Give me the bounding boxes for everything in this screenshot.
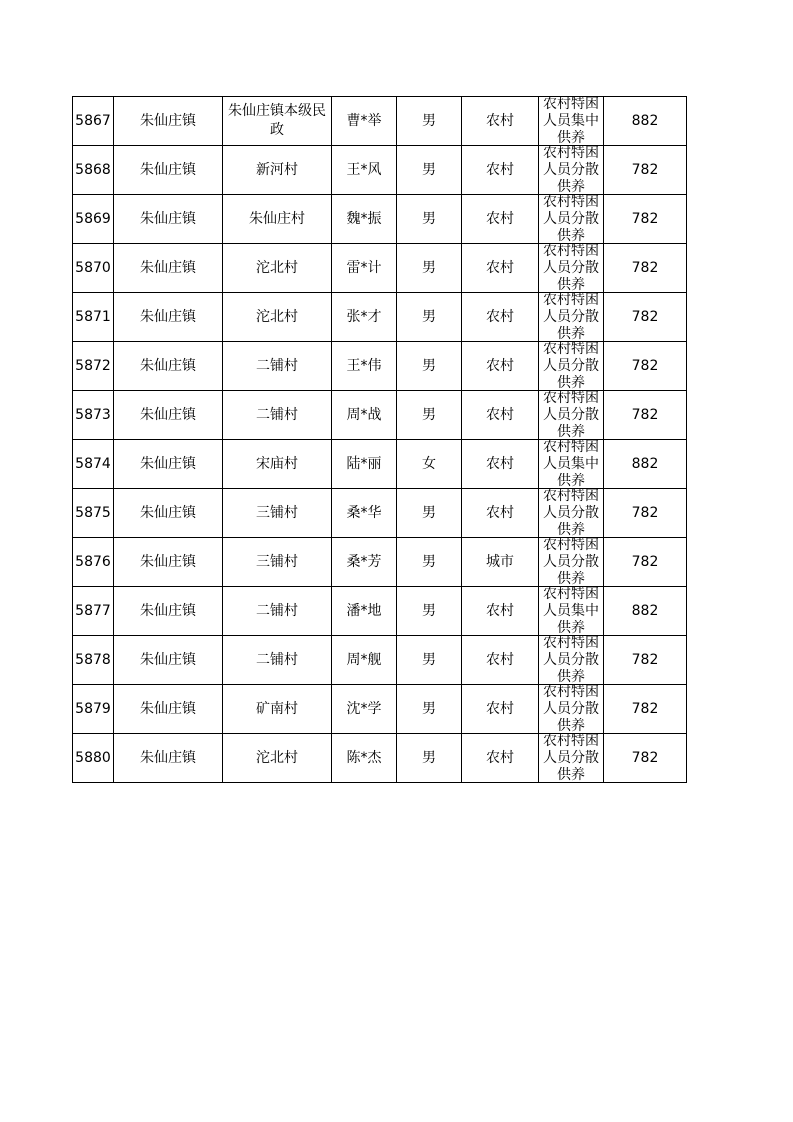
household-type-cell: 农村: [462, 342, 539, 391]
category-cell: [539, 391, 604, 440]
amount-cell: 882: [604, 587, 687, 636]
town-cell: 朱仙庄镇: [114, 489, 223, 538]
name-cell: 陆*丽: [332, 440, 397, 489]
category-cell: [539, 244, 604, 293]
household-type-cell: 农村: [462, 244, 539, 293]
unit-cell: [223, 97, 332, 146]
town-cell: 朱仙庄镇: [114, 538, 223, 587]
unit-text: 朱仙庄镇本级民政: [228, 103, 326, 138]
category-cell: [539, 146, 604, 195]
amount-cell: 782: [604, 195, 687, 244]
serial-number-cell: 5868: [73, 146, 114, 195]
table-row: [73, 489, 687, 538]
household-type-cell: 农村: [462, 195, 539, 244]
name-cell: 周*战: [332, 391, 397, 440]
category-text: 农村特困人员分散供养: [543, 195, 599, 243]
unit-cell: [223, 636, 332, 685]
records-table: [72, 96, 687, 783]
amount-cell: 882: [604, 97, 687, 146]
serial-number-cell: 5878: [73, 636, 114, 685]
town-cell: 朱仙庄镇: [114, 195, 223, 244]
town-cell: 朱仙庄镇: [114, 293, 223, 342]
unit-cell: [223, 391, 332, 440]
gender-cell: 男: [397, 636, 462, 685]
serial-number-cell: 5871: [73, 293, 114, 342]
gender-cell: 男: [397, 293, 462, 342]
category-cell: [539, 97, 604, 146]
gender-cell: 男: [397, 195, 462, 244]
gender-cell: 男: [397, 391, 462, 440]
town-cell: 朱仙庄镇: [114, 146, 223, 195]
name-cell: 魏*振: [332, 195, 397, 244]
unit-text: 新河村: [256, 161, 298, 178]
name-cell: 曹*举: [332, 97, 397, 146]
category-text: 农村特困人员分散供养: [543, 244, 599, 292]
category-text: 农村特困人员分散供养: [543, 538, 599, 586]
name-cell: 王*风: [332, 146, 397, 195]
serial-number-cell: 5874: [73, 440, 114, 489]
name-cell: 桑*华: [332, 489, 397, 538]
household-type-cell: 农村: [462, 391, 539, 440]
town-cell: 朱仙庄镇: [114, 97, 223, 146]
table-row: [73, 195, 687, 244]
serial-number-cell: 5869: [73, 195, 114, 244]
table-row: [73, 685, 687, 734]
unit-text: 三铺村: [256, 553, 298, 570]
amount-cell: 782: [604, 685, 687, 734]
gender-cell: 男: [397, 342, 462, 391]
name-cell: 周*舰: [332, 636, 397, 685]
amount-cell: 782: [604, 636, 687, 685]
serial-number-cell: 5872: [73, 342, 114, 391]
table-row: [73, 146, 687, 195]
unit-cell: [223, 342, 332, 391]
household-type-cell: 农村: [462, 146, 539, 195]
category-cell: [539, 342, 604, 391]
category-text: 农村特困人员分散供养: [543, 734, 599, 782]
household-type-cell: 农村: [462, 587, 539, 636]
amount-cell: 782: [604, 342, 687, 391]
amount-cell: 782: [604, 538, 687, 587]
gender-cell: 男: [397, 146, 462, 195]
household-type-cell: 农村: [462, 489, 539, 538]
town-cell: 朱仙庄镇: [114, 342, 223, 391]
unit-text: 沱北村: [256, 308, 298, 325]
category-text: 农村特困人员集中供养: [543, 587, 599, 635]
unit-cell: [223, 244, 332, 293]
gender-cell: 男: [397, 97, 462, 146]
table-row: [73, 293, 687, 342]
category-text: 农村特困人员分散供养: [543, 146, 599, 194]
amount-cell: 882: [604, 440, 687, 489]
serial-number-cell: 5875: [73, 489, 114, 538]
name-cell: 王*伟: [332, 342, 397, 391]
table-row: [73, 734, 687, 783]
table-row: [73, 538, 687, 587]
unit-cell: [223, 734, 332, 783]
unit-cell: [223, 587, 332, 636]
serial-number-cell: 5880: [73, 734, 114, 783]
unit-text: 矿南村: [256, 700, 298, 717]
name-cell: 潘*地: [332, 587, 397, 636]
gender-cell: 男: [397, 685, 462, 734]
unit-cell: [223, 293, 332, 342]
category-cell: [539, 685, 604, 734]
table-row: [73, 244, 687, 293]
town-cell: 朱仙庄镇: [114, 734, 223, 783]
table-row: [73, 342, 687, 391]
name-cell: 沈*学: [332, 685, 397, 734]
amount-cell: 782: [604, 293, 687, 342]
gender-cell: 女: [397, 440, 462, 489]
household-type-cell: 农村: [462, 440, 539, 489]
unit-text: 宋庙村: [256, 455, 298, 472]
household-type-cell: 城市: [462, 538, 539, 587]
name-cell: 张*才: [332, 293, 397, 342]
serial-number-cell: 5879: [73, 685, 114, 734]
category-cell: [539, 293, 604, 342]
records-table-body: [73, 97, 687, 783]
category-text: 农村特困人员分散供养: [543, 391, 599, 439]
gender-cell: 男: [397, 489, 462, 538]
town-cell: 朱仙庄镇: [114, 587, 223, 636]
unit-text: 三铺村: [256, 504, 298, 521]
serial-number-cell: 5870: [73, 244, 114, 293]
serial-number-cell: 5876: [73, 538, 114, 587]
gender-cell: 男: [397, 538, 462, 587]
unit-text: 二铺村: [256, 357, 298, 374]
category-cell: [539, 587, 604, 636]
table-row: [73, 391, 687, 440]
household-type-cell: 农村: [462, 734, 539, 783]
name-cell: 雷*计: [332, 244, 397, 293]
category-text: 农村特困人员分散供养: [543, 489, 599, 537]
unit-text: 二铺村: [256, 406, 298, 423]
serial-number-cell: 5873: [73, 391, 114, 440]
category-cell: [539, 636, 604, 685]
town-cell: 朱仙庄镇: [114, 440, 223, 489]
unit-cell: [223, 685, 332, 734]
unit-cell: [223, 195, 332, 244]
town-cell: 朱仙庄镇: [114, 391, 223, 440]
unit-text: 二铺村: [256, 651, 298, 668]
unit-cell: [223, 538, 332, 587]
unit-text: 沱北村: [256, 259, 298, 276]
town-cell: 朱仙庄镇: [114, 636, 223, 685]
amount-cell: 782: [604, 391, 687, 440]
category-text: 农村特困人员分散供养: [543, 685, 599, 733]
amount-cell: 782: [604, 734, 687, 783]
unit-text: 朱仙庄村: [249, 210, 305, 227]
category-text: 农村特困人员分散供养: [543, 636, 599, 684]
amount-cell: 782: [604, 244, 687, 293]
household-type-cell: 农村: [462, 685, 539, 734]
unit-cell: [223, 489, 332, 538]
unit-cell: [223, 146, 332, 195]
table-row: [73, 587, 687, 636]
household-type-cell: 农村: [462, 293, 539, 342]
name-cell: 陈*杰: [332, 734, 397, 783]
category-text: 农村特困人员集中供养: [543, 97, 599, 145]
town-cell: 朱仙庄镇: [114, 685, 223, 734]
household-type-cell: 农村: [462, 97, 539, 146]
serial-number-cell: 5867: [73, 97, 114, 146]
category-cell: [539, 440, 604, 489]
household-type-cell: 农村: [462, 636, 539, 685]
table-row: [73, 440, 687, 489]
unit-text: 二铺村: [256, 602, 298, 619]
amount-cell: 782: [604, 146, 687, 195]
gender-cell: 男: [397, 734, 462, 783]
name-cell: 桑*芳: [332, 538, 397, 587]
category-text: 农村特困人员分散供养: [543, 342, 599, 390]
category-cell: [539, 489, 604, 538]
amount-cell: 782: [604, 489, 687, 538]
gender-cell: 男: [397, 587, 462, 636]
table-row: [73, 97, 687, 146]
unit-text: 沱北村: [256, 749, 298, 766]
serial-number-cell: 5877: [73, 587, 114, 636]
table-row: [73, 636, 687, 685]
category-cell: [539, 734, 604, 783]
category-text: 农村特困人员分散供养: [543, 293, 599, 341]
category-cell: [539, 195, 604, 244]
category-text: 农村特困人员集中供养: [543, 440, 599, 488]
category-cell: [539, 538, 604, 587]
unit-cell: [223, 440, 332, 489]
town-cell: 朱仙庄镇: [114, 244, 223, 293]
gender-cell: 男: [397, 244, 462, 293]
